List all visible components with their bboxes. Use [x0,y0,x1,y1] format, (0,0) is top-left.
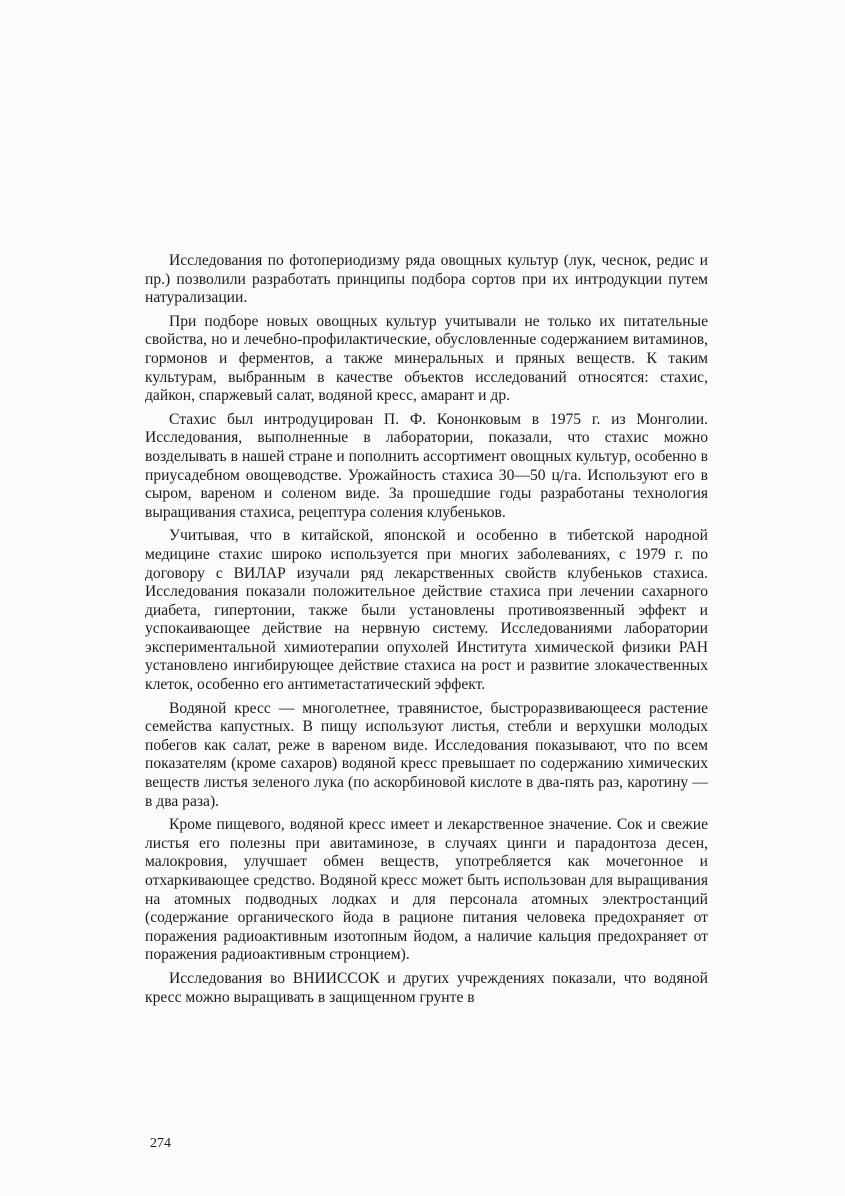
paragraph-stachys-introduction: Стахис был интродуцирован П. Ф. Кононковым в 1975 г. из Монголии. Исследования, выполненные в лаборатории, показали, что стахис можно возделывать в нашей стране и пополнить ассортимент овощных культур, особенно в приусадебном овощеводстве. Урожайность стахиса 30—50 ц/га. Используют его в сыром, вареном и соленом виде. За прошедшие годы разработаны технология выращивания стахиса, рецептура соления клубеньков. [145,410,708,521]
page-number: 274 [150,1136,171,1151]
paragraph-watercress-description: Водяной кресс — многолетнее, травянистое, быстроразвивающееся растение семейства капустных. В пищу используют листья, стебли и верхушки молодых побегов как салат, реже в вареном виде. Исследования показывают, что по всем показателям (кроме сахаров) водяной кресс превышает по содержанию химических веществ листья зеленого лука (по аскорбиновой кислоте в два-пять раз, каротину — в два раза). [145,699,708,810]
paragraph-watercress-medicinal: Кроме пищевого, водяной кресс имеет и лекарственное значение. Сок и свежие листья его полезны при авитаминозе, в случаях цинги и парадонтоза десен, малокровия, улучшает обмен веществ, употребляется как мочегонное и отхаркивающее средство. Водяной кресс может быть использован для выращивания на атомных подводных лодках и для персонала атомных электростанций (содержание органического йода в рационе питания человека предохраняет от поражения радиоактивным изотопным йодом, а наличие кальция предохраняет от поражения радиоактивным стронцием). [145,816,708,964]
body-text [145,252,708,1012]
paragraph-crop-selection: При подборе новых овощных культур учитывали не только их питательные свойства, но и лечебно-профилактические, обусловленные содержанием витаминов, гормонов и ферментов, а также минеральных и пряных веществ. К таким культурам, выбранным в качестве объектов исследований относятся: стахис, дайкон, спаржевый салат, водяной кресс, амарант и др. [145,312,708,405]
paragraph-stachys-medicinal: Учитывая, что в китайской, японской и особенно в тибетской народной медицине стахис широко используется при многих заболеваниях, с 1979 г. по договору с ВИЛАР изучали ряд лекарственных свойств клубеньков стахиса. Исследования показали положительное действие стахиса при лечении сахарного диабета, гипертонии, также были установлены противоязвенный эффект и успокаивающее действие на нервную систему. Исследованиями лаборатории экспериментальной химиотерапии опухолей Института химической физики РАН установлено ингибирующее действие стахиса на рост и развитие злокачественных клеток, особенно его антиметастатический эффект. [145,527,708,694]
paragraph-watercress-research: Исследования во ВНИИССОК и других учреждениях показали, что водяной кресс можно выращивать в защищенном грунте в [145,969,708,1006]
paragraph-photoperiodism: Исследования по фотопериодизму ряда овощных культур (лук, чеснок, редис и пр.) позволили разработать принципы подбора сортов при их интродукции путем натурализации. [145,252,708,307]
